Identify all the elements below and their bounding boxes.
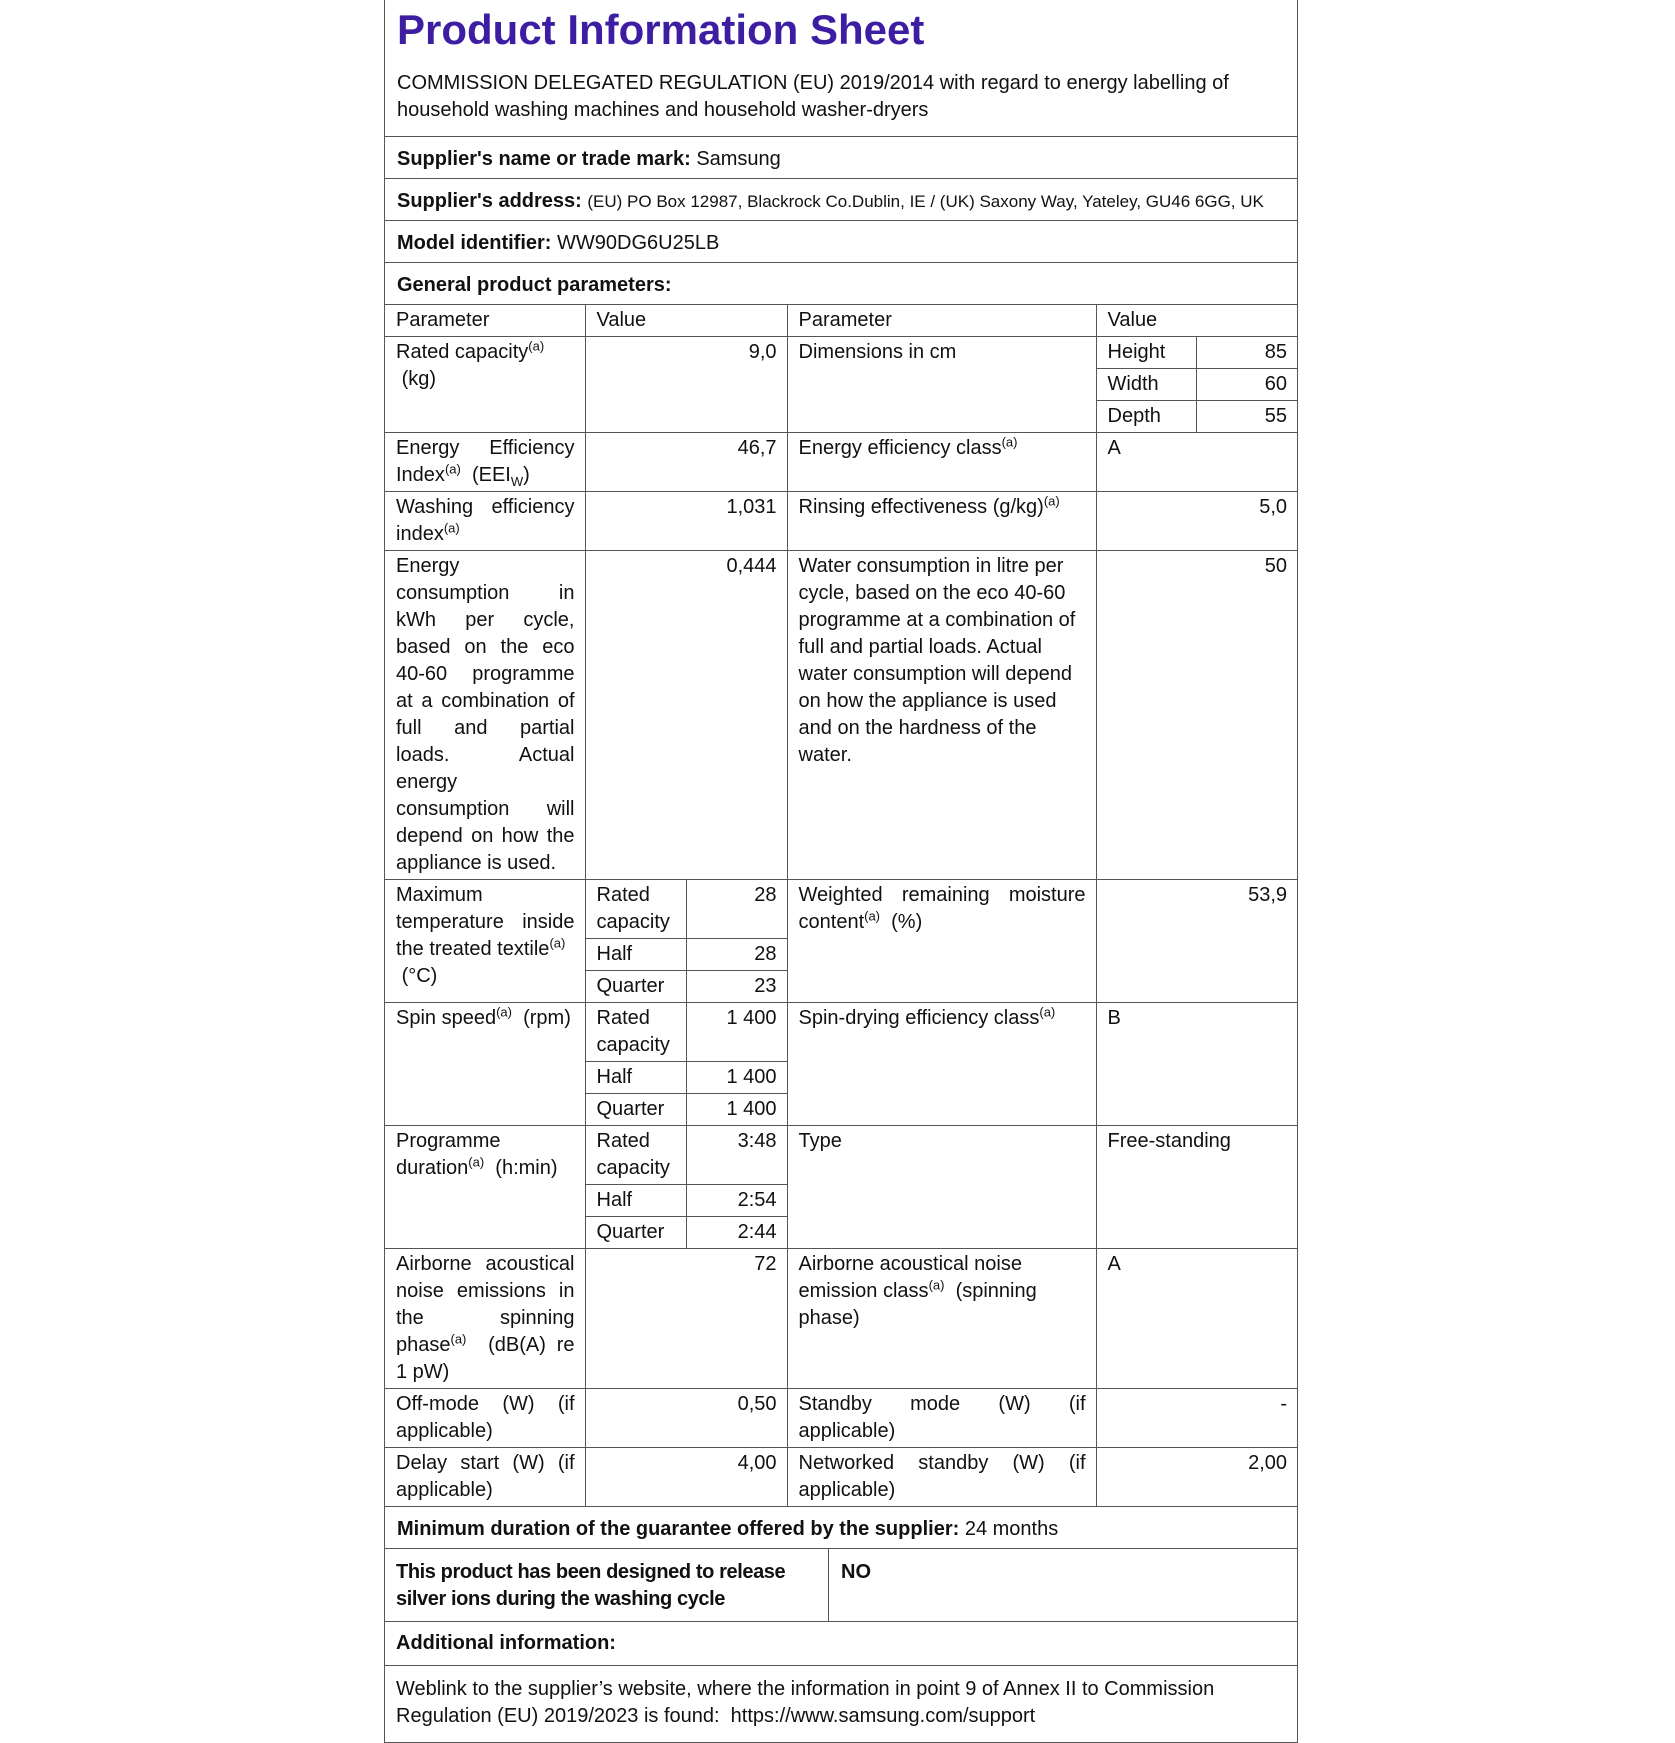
param-label: Programme duration$^{(a)}$ (h:min) bbox=[385, 1126, 585, 1249]
sub-label: Rated capacity bbox=[585, 1126, 686, 1185]
header-parameter: Parameter bbox=[385, 305, 585, 337]
supplier-name-row bbox=[385, 137, 1297, 179]
param-value: 0,444 bbox=[585, 551, 787, 880]
sub-label: Half bbox=[585, 939, 686, 971]
dimension-value: 55 bbox=[1196, 401, 1297, 433]
regulation-text: COMMISSION DELEGATED REGULATION (EU) 2019/2014 with regard to energy labelling of household washing machines and household washer-dryers bbox=[385, 56, 1297, 137]
param-row bbox=[385, 1003, 1297, 1062]
sub-value: 1 400 bbox=[686, 1094, 787, 1126]
silver-ions-label: This product has been designed to release silver ions during the washing cycle bbox=[385, 1549, 829, 1621]
param-value: 0,50 bbox=[585, 1389, 787, 1448]
model-label: Model identifier: bbox=[397, 232, 552, 254]
sub-value: 3:48 bbox=[686, 1126, 787, 1185]
weblink-url[interactable]: https://www.samsung.com/support bbox=[730, 1705, 1036, 1727]
table-header-row bbox=[385, 305, 1297, 337]
sub-label: Rated capacity bbox=[585, 1003, 686, 1062]
header-parameter: Parameter bbox=[787, 305, 1096, 337]
silver-ions-row bbox=[385, 1549, 1297, 1622]
header-value: Value bbox=[1096, 305, 1297, 337]
dimension-label: Height bbox=[1096, 337, 1196, 369]
sub-label: Rated capacity bbox=[585, 880, 686, 939]
param-label: Spin speed$^{(a)}$ (rpm) bbox=[385, 1003, 585, 1126]
param-label: Delay start (W) (if applicable) bbox=[385, 1448, 585, 1507]
param-value: 1,031 bbox=[585, 492, 787, 551]
param-value: 46,7 bbox=[585, 433, 787, 492]
general-parameters-row bbox=[385, 263, 1297, 304]
param-label: Water consumption in litre per cycle, based on the eco 40-60 programme at a combination of full and partial loads. Actual water consumption will depend on how the appliance is used and on the hardness of the water. bbox=[787, 551, 1096, 880]
parameters-table bbox=[385, 304, 1297, 1507]
guarantee-row bbox=[385, 1507, 1297, 1549]
sub-value: 2:54 bbox=[686, 1185, 787, 1217]
sub-value: 2:44 bbox=[686, 1217, 787, 1249]
param-value: A bbox=[1096, 1249, 1297, 1389]
param-row bbox=[385, 1448, 1297, 1507]
param-label: Weighted remaining moisture content$^{(a)}$ (%) bbox=[787, 880, 1096, 1003]
param-label: Airborne acoustical noise emission class$^{(a)}$ (spinning phase) bbox=[787, 1249, 1096, 1389]
param-value: B bbox=[1096, 1003, 1297, 1126]
param-value: 50 bbox=[1096, 551, 1297, 880]
sub-value: 23 bbox=[686, 971, 787, 1003]
param-value: A bbox=[1096, 433, 1297, 492]
param-row bbox=[385, 1126, 1297, 1185]
guarantee-value: 24 months bbox=[964, 1518, 1059, 1540]
param-label: Rinsing effectiveness $(g/kg)^{(a)}$ bbox=[787, 492, 1096, 551]
param-label: Airborne acoustical noise emissions in the spinning phase$^{(a)}$ (dB(A) re 1 pW) bbox=[385, 1249, 585, 1389]
supplier-name: Samsung bbox=[696, 148, 781, 170]
param-value: 9,0 bbox=[585, 337, 787, 433]
param-label: Energy consumption in kWh per cycle, based on the eco 40-60 programme at a combination of full and partial loads. Actual energy consumption will depend on how the appliance is used. bbox=[385, 551, 585, 880]
weblink-row bbox=[385, 1666, 1297, 1742]
param-value: 2,00 bbox=[1096, 1448, 1297, 1507]
sub-label: Quarter bbox=[585, 971, 686, 1003]
param-row bbox=[385, 1389, 1297, 1448]
param-value: 5,0 bbox=[1096, 492, 1297, 551]
param-label: Energy efficiency class$^{(a)}$ bbox=[787, 433, 1096, 492]
guarantee-label: Minimum duration of the guarantee offered by the supplier: bbox=[397, 1518, 960, 1540]
product-information-sheet bbox=[384, 0, 1298, 1743]
sub-value: 1 400 bbox=[686, 1003, 787, 1062]
sub-label: Half bbox=[585, 1185, 686, 1217]
dimension-label: Width bbox=[1096, 369, 1196, 401]
param-label: Energy Efficiency Index$^{(a)}$ $(EEI_W)$ bbox=[385, 433, 585, 492]
sub-value: 1 400 bbox=[686, 1062, 787, 1094]
sub-label: Quarter bbox=[585, 1217, 686, 1249]
header-value: Value bbox=[585, 305, 787, 337]
sub-label: Half bbox=[585, 1062, 686, 1094]
sub-label: Quarter bbox=[585, 1094, 686, 1126]
param-row bbox=[385, 492, 1297, 551]
param-label: Standby mode (W) (if applicable) bbox=[787, 1389, 1096, 1448]
model-row bbox=[385, 221, 1297, 263]
dimension-value: 60 bbox=[1196, 369, 1297, 401]
param-value: 53,9 bbox=[1096, 880, 1297, 1003]
param-label: Type bbox=[787, 1126, 1096, 1249]
page-title: Product Information Sheet bbox=[397, 6, 925, 53]
param-label: Networked standby (W) (if applicable) bbox=[787, 1448, 1096, 1507]
sub-value: 28 bbox=[686, 880, 787, 939]
dimension-value: 85 bbox=[1196, 337, 1297, 369]
param-label: Dimensions in cm bbox=[787, 337, 1096, 433]
param-label: Off-mode (W) (if applicable) bbox=[385, 1389, 585, 1448]
param-row bbox=[385, 880, 1297, 939]
param-row bbox=[385, 1249, 1297, 1389]
param-row bbox=[385, 551, 1297, 880]
param-row bbox=[385, 433, 1297, 492]
supplier-address: (EU) PO Box 12987, Blackrock Co.Dublin, IE / (UK) Saxony Way, Yateley, GU46 6GG, UK bbox=[587, 192, 1264, 211]
supplier-address-label: Supplier's address: bbox=[397, 190, 582, 212]
additional-information-label: Additional information: bbox=[385, 1622, 1297, 1666]
param-value: 72 bbox=[585, 1249, 787, 1389]
param-value: Free-standing bbox=[1096, 1126, 1297, 1249]
silver-ions-value: NO bbox=[841, 1561, 871, 1583]
param-value: 4,00 bbox=[585, 1448, 787, 1507]
model-identifier: WW90DG6U25LB bbox=[557, 232, 720, 254]
param-value: - bbox=[1096, 1389, 1297, 1448]
supplier-name-label: Supplier's name or trade mark: bbox=[397, 148, 691, 170]
dimension-label: Depth bbox=[1096, 401, 1196, 433]
weblink-text: Weblink to the supplier’s website, where the information in point 9 of Annex II to Commission Regulation (EU) 2019/2023 is found: bbox=[396, 1678, 1215, 1727]
param-label: Spin-drying efficiency class$^{(a)}$ bbox=[787, 1003, 1096, 1126]
param-row bbox=[385, 337, 1297, 369]
general-parameters-label: General product parameters: bbox=[397, 274, 672, 296]
param-label: Washing efficiency index$^{(a)}$ bbox=[385, 492, 585, 551]
supplier-address-row bbox=[385, 179, 1297, 221]
sub-value: 28 bbox=[686, 939, 787, 971]
param-label: Maximum temperature inside the treated textile$^{(a)}$ (°C) bbox=[385, 880, 585, 1003]
param-label: Rated capacity$^{(a)}$ (kg) bbox=[385, 337, 585, 433]
